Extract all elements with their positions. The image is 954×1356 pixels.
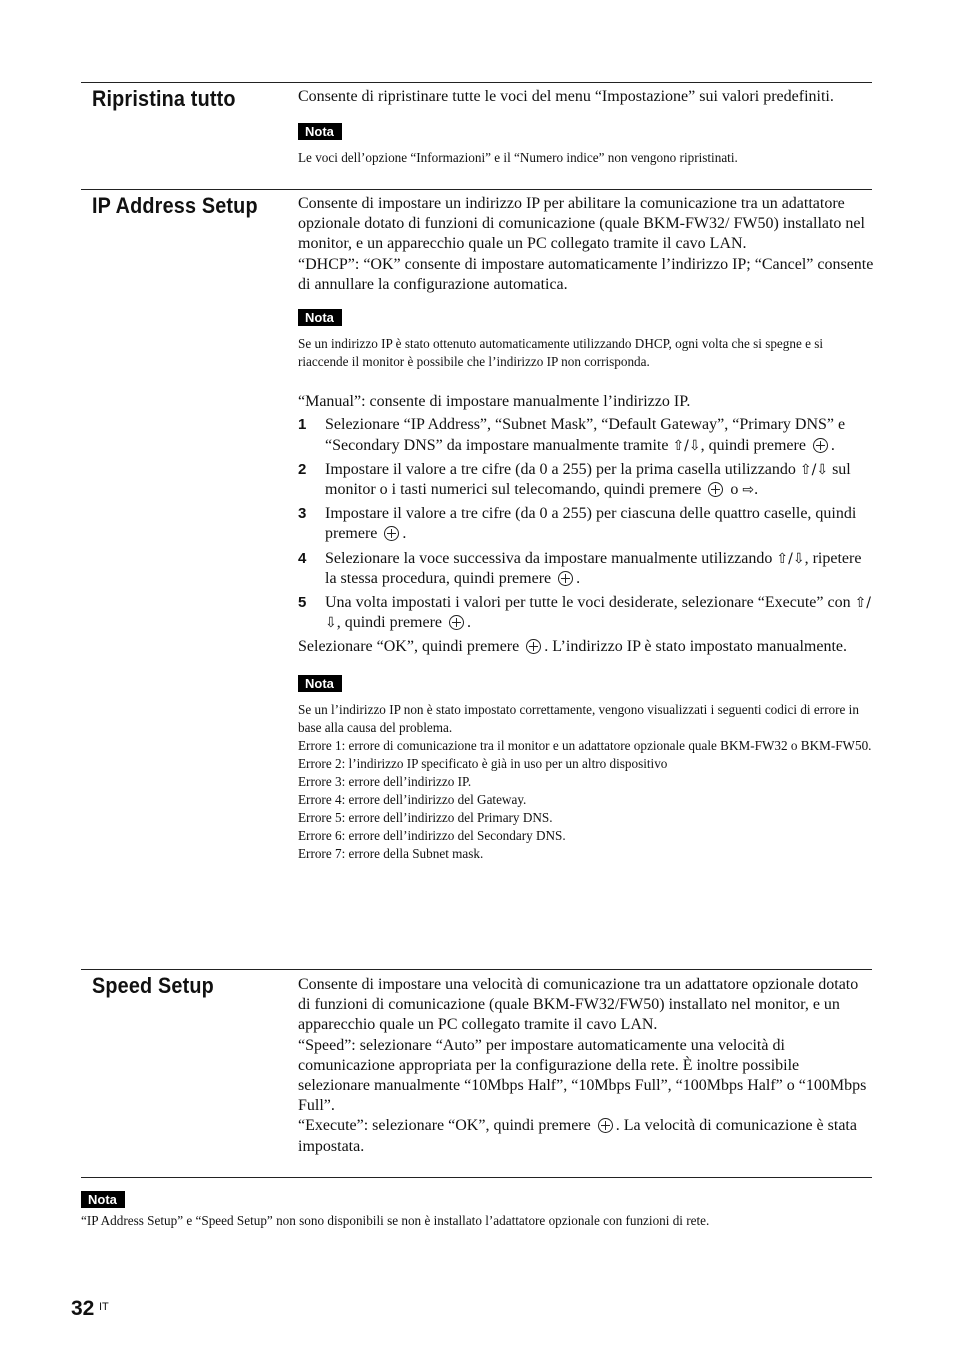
section-title-ripristina: Ripristina tutto	[92, 86, 236, 111]
nota-block	[298, 122, 874, 167]
enter-button-icon	[558, 571, 573, 586]
step-number: 3	[298, 505, 307, 523]
note-text: Se un l’indirizzo IP non è stato impostato correttamente, vengono visualizzati i seguenti codici di errore in base alla causa del problema.	[298, 701, 859, 735]
enter-button-icon	[449, 615, 464, 630]
step-number: 5	[298, 594, 307, 612]
section-divider	[81, 189, 872, 190]
section-body-speed-setup	[298, 975, 874, 1157]
nota-block	[298, 674, 874, 863]
note-text: “IP Address Setup” e “Speed Setup” non sono disponibili se non è installato l’adattatore opzionale con funzioni di rete.	[81, 1213, 710, 1228]
page-number: 32	[71, 1297, 95, 1320]
up-down-arrow-icon: ⇧/⇩	[325, 595, 872, 632]
step-item: 1 Selezionare “IP Address”, “Subnet Mask”, “Default Gateway”, “Primary DNS” e “Secondary DNS” da impostare manualmente tramite ⇧/⇩, quindi premere .	[298, 416, 846, 454]
enter-button-icon	[708, 482, 723, 497]
error-code-line: Errore 4: errore dell’indirizzo del Gateway.	[298, 791, 527, 807]
section-title-ip-address-setup: IP Address Setup	[92, 193, 258, 218]
nota-badge: Nota	[81, 1191, 125, 1208]
right-arrow-icon: ⇨	[742, 482, 755, 499]
error-code-line: Errore 2: l’indirizzo IP specificato è già in uso per un altro dispositivo	[298, 755, 668, 771]
nota-badge: Nota	[298, 309, 342, 326]
paragraph: Consente di ripristinare tutte le voci del menu “Impostazione” sui valori predefiniti.	[298, 88, 834, 105]
section-body-ip-address-setup	[298, 194, 874, 863]
section-divider	[81, 1177, 872, 1178]
paragraph: “DHCP”: “OK” consente di impostare automaticamente l’indirizzo IP; “Cancel” consente di annullare la configurazione automatica.	[298, 255, 874, 293]
section-title-speed-setup: Speed Setup	[92, 973, 214, 998]
error-code-line: Errore 3: errore dell’indirizzo IP.	[298, 773, 472, 789]
enter-button-icon	[813, 438, 828, 453]
page-language: IT	[99, 1301, 109, 1313]
up-down-arrow-icon: ⇧/⇩	[799, 461, 829, 478]
paragraph: Consente di impostare una velocità di comunicazione tra un adattatore opzionale dotato di funzioni di comunicazione (quale BKM-FW32/FW50) installato nel monitor, e un apparecchio quale un PC collegato tramite il cavo LAN.	[298, 976, 859, 1034]
nota-badge: Nota	[298, 123, 342, 140]
step-item: 2 Impostare il valore a tre cifre (da 0 a 255) per la prima casella utilizzando ⇧/⇩ sul monitor o i tasti numerici sul telecomando, quindi premere o ⇨.	[298, 460, 851, 499]
error-code-line: Errore 1: errore di comunicazione tra il monitor e un adattatore opzionale quale BKM-FW32 o BKM-FW50.	[298, 737, 872, 753]
step-item: 4 Selezionare la voce successiva da impostare manualmente utilizzando ⇧/⇩, ripetere la stessa procedura, quindi premere .	[298, 549, 862, 587]
paragraph: “Speed”: selezionare “Auto” per impostare automaticamente una velocità di comunicazione appropriata per la configurazione della rete. È inoltre possibile selezionare manualmente “10Mbps Half”, “10Mbps Full”, “100Mbps Half” o “100Mbps Full”.	[298, 1036, 867, 1115]
up-down-arrow-icon: ⇧/⇩	[776, 550, 805, 567]
enter-button-icon	[526, 639, 541, 654]
footer-nota-block	[81, 1191, 872, 1230]
step-number: 1	[298, 416, 307, 434]
enter-button-icon	[598, 1118, 613, 1133]
nota-badge: Nota	[298, 675, 342, 692]
paragraph: Consente di impostare un indirizzo IP per abilitare la comunicazione tra un adattatore opzionale dotato di funzioni di comunicazione (quale BKM-FW32/ FW50) installato nel monitor, e un apparecchio quale un PC collegato tramite il cavo LAN.	[298, 195, 865, 253]
paragraph: Selezionare “OK”, quindi premere . L’indirizzo IP è stato impostato manualmente.	[298, 638, 847, 656]
note-text: Le voci dell’opzione “Informazioni” e il “Numero indice” non vengono ripristinati.	[298, 150, 738, 166]
section-divider	[81, 82, 872, 83]
step-item: 5 Una volta impostati i valori per tutte le voci desiderate, selezionare “Execute” con ⇧/⇩, quindi premere .	[298, 594, 872, 632]
paragraph: “Execute”: selezionare “OK”, quindi premere . La velocità di comunicazione è stata impostata.	[298, 1117, 857, 1155]
up-down-arrow-icon: ⇧/⇩	[672, 437, 701, 454]
step-item: 3 Impostare il valore a tre cifre (da 0 a 255) per ciascuna delle quattro caselle, quindi premere .	[298, 505, 857, 543]
steps-list	[298, 415, 874, 633]
nota-block	[298, 308, 874, 371]
error-code-line: Errore 7: errore della Subnet mask.	[298, 845, 484, 861]
error-code-line: Errore 6: errore dell’indirizzo del Secondary DNS.	[298, 827, 566, 843]
enter-button-icon	[384, 526, 399, 541]
paragraph: “Manual”: consente di impostare manualmente l’indirizzo IP.	[298, 393, 691, 411]
note-text: Se un indirizzo IP è stato ottenuto automaticamente utilizzando DHCP, ogni volta che si spegne e si riaccende il monitor è possibile che l’indirizzo IP non corrisponda.	[298, 336, 824, 370]
error-code-line: Errore 5: errore dell’indirizzo del Primary DNS.	[298, 809, 553, 825]
step-number: 4	[298, 549, 307, 567]
section-body-ripristina	[298, 87, 874, 167]
step-number: 2	[298, 460, 307, 478]
section-divider	[81, 969, 872, 970]
